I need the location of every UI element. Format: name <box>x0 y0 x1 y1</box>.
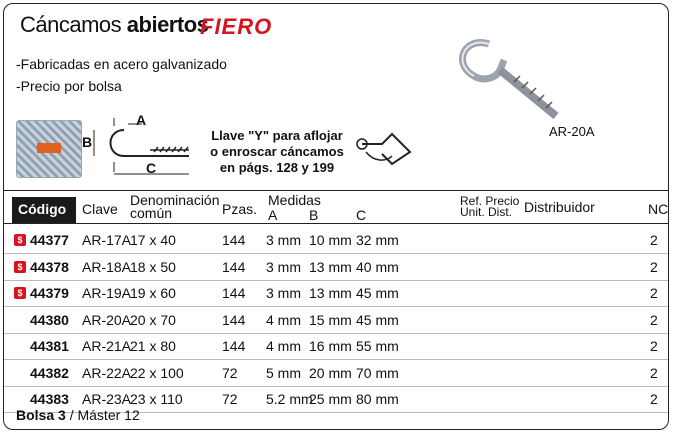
note-line-3: en págs. 128 y 199 <box>219 160 335 175</box>
product-hook-image <box>444 24 564 139</box>
cell-code: 44379 <box>30 285 69 301</box>
note-line-1: Llave "Y" para aflojar <box>211 128 343 143</box>
cell-b: 13 mm <box>309 258 352 275</box>
cell-a: 5 mm <box>266 364 301 381</box>
cell-pzas: 144 <box>222 258 246 275</box>
cell-c: 80 mm <box>356 391 399 407</box>
cell-nc: 2 <box>650 232 658 248</box>
cell-clave: AR-18A <box>82 258 132 275</box>
cell-clave: AR-23A <box>82 391 132 407</box>
special-price-icon: $ <box>14 261 26 273</box>
table-row <box>4 279 668 307</box>
cell-b: 10 mm <box>309 232 352 248</box>
cell-a: 3 mm <box>266 285 301 301</box>
cell-pzas: 72 <box>222 391 238 407</box>
cell-code: 44383 <box>30 391 69 407</box>
column-header-b: B <box>309 207 319 223</box>
footer-master: / Máster 12 <box>65 407 140 423</box>
cell-nc: 2 <box>650 258 658 275</box>
cell-c: 40 mm <box>356 258 399 275</box>
cell-code: 44377 <box>30 232 69 248</box>
cell-c: 55 mm <box>356 338 399 354</box>
cell-c: 32 mm <box>356 232 399 248</box>
cell-a: 4 mm <box>266 338 301 354</box>
column-header-medidas: Medidas <box>268 192 321 208</box>
cell-a: 5.2 mm <box>266 391 313 407</box>
cell-pzas: 72 <box>222 364 238 381</box>
cell-b: 16 mm <box>309 338 352 354</box>
table-row <box>4 226 668 254</box>
cell-denominacion: 20 x 70 <box>130 311 176 328</box>
cell-nc: 2 <box>650 364 658 381</box>
column-header-pzas: Pzas. <box>222 201 258 217</box>
cell-b: 13 mm <box>309 285 352 301</box>
cell-pzas: 144 <box>222 232 246 248</box>
cell-code: 44378 <box>30 258 69 275</box>
cell-clave: AR-21A <box>82 338 132 354</box>
special-price-icon: $ <box>14 234 26 246</box>
catalog-page <box>3 3 669 430</box>
special-price-icon: $ <box>14 287 26 299</box>
column-header-distribuidor: Distribuidor <box>524 199 595 215</box>
column-header-c: C <box>356 207 367 223</box>
cell-code: 44382 <box>30 364 69 381</box>
cell-pzas: 144 <box>222 311 246 328</box>
table-row <box>4 332 668 360</box>
column-header-clave: Clave <box>82 201 118 217</box>
denominacion-line-1: Denominación <box>130 192 220 208</box>
table-row <box>4 306 668 334</box>
column-header-nc: NC <box>648 201 669 217</box>
cell-nc: 2 <box>650 285 658 301</box>
cell-clave: AR-20A <box>82 311 132 328</box>
product-bag-image <box>16 120 82 178</box>
denominacion-line-2: común <box>130 205 173 221</box>
ref-line-1: Ref. Precio <box>460 194 520 208</box>
cell-pzas: 144 <box>222 338 246 354</box>
cell-nc: 2 <box>650 311 658 328</box>
cell-denominacion: 17 x 40 <box>130 232 176 248</box>
bag-label-icon <box>37 143 61 153</box>
brand-logo: FIERO <box>200 14 273 39</box>
cell-denominacion: 18 x 50 <box>130 258 176 275</box>
cell-c: 45 mm <box>356 311 399 328</box>
cell-denominacion: 22 x 100 <box>130 364 184 381</box>
cell-c: 45 mm <box>356 285 399 301</box>
ref-line-2: Unit. Dist. <box>460 205 513 219</box>
page-title <box>20 12 208 38</box>
dim-label-b: B <box>82 134 93 150</box>
y-wrench-icon <box>352 122 416 177</box>
table-row <box>4 253 668 281</box>
cell-b: 15 mm <box>309 311 352 328</box>
bullet-material: -Fabricadas en acero galvanizado <box>16 56 227 72</box>
cell-code: 44380 <box>30 311 69 328</box>
footer-bag: Bolsa 3 <box>16 407 66 423</box>
dimension-diagram <box>82 112 204 185</box>
cell-code: 44381 <box>30 338 69 354</box>
dim-label-a: A <box>136 112 147 128</box>
note-line-2: o enroscar cáncamos <box>210 144 344 159</box>
cell-denominacion: 21 x 80 <box>130 338 176 354</box>
cell-b: 20 mm <box>309 364 352 381</box>
table-row <box>4 359 668 387</box>
cell-clave: AR-19A <box>82 285 132 301</box>
cell-a: 3 mm <box>266 232 301 248</box>
cell-c: 70 mm <box>356 364 399 381</box>
packaging-footer <box>16 407 140 423</box>
title-regular: Cáncamos <box>20 12 122 37</box>
cell-nc: 2 <box>650 391 658 407</box>
wrench-note <box>202 128 352 176</box>
cell-denominacion: 23 x 110 <box>130 391 183 407</box>
column-header-code: Código <box>12 197 76 223</box>
dim-label-c: C <box>146 160 157 176</box>
cell-pzas: 144 <box>222 285 246 301</box>
column-header-denominacion <box>130 194 220 220</box>
cell-clave: AR-22A <box>82 364 132 381</box>
cell-a: 3 mm <box>266 258 301 275</box>
cell-a: 4 mm <box>266 311 301 328</box>
product-image-label: AR-20A <box>549 124 595 139</box>
cell-denominacion: 19 x 60 <box>130 285 176 301</box>
cell-nc: 2 <box>650 338 658 354</box>
bullet-price: -Precio por bolsa <box>16 78 122 94</box>
cell-clave: AR-17A <box>82 232 132 248</box>
title-bold: abiertos <box>126 12 209 37</box>
column-header-ref-precio <box>460 196 519 218</box>
cell-b: 25 mm <box>309 391 352 407</box>
column-header-a: A <box>268 207 278 223</box>
